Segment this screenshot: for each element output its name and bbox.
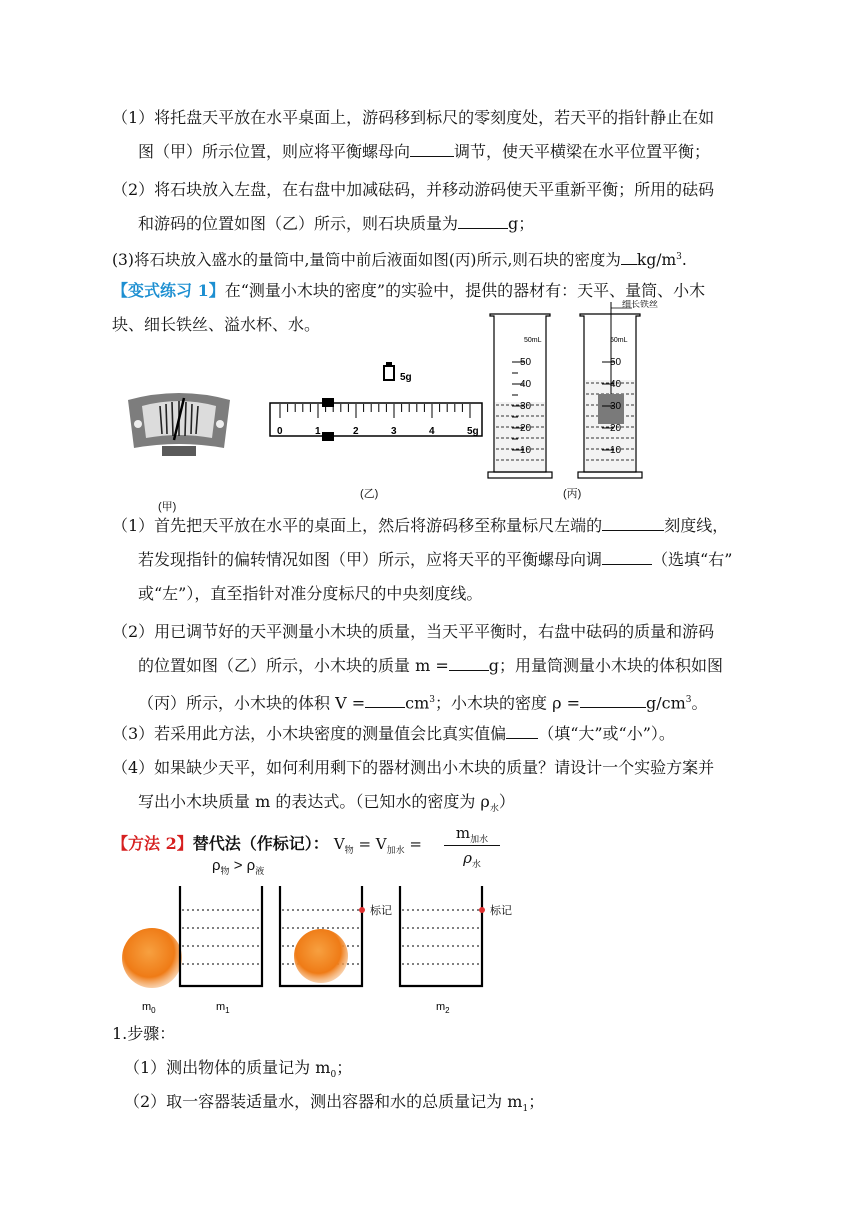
graduated-cylinders-figure xyxy=(480,300,670,488)
var-q2-line-a: （2）用已调节好的天平测量小木块的质量，当天平平衡时，右盘中砝码的质量和游码 xyxy=(112,622,715,641)
container-m1 xyxy=(180,886,262,986)
caption-bing: (丙) xyxy=(563,488,582,500)
method2-tag: 【方法 2】 xyxy=(112,834,193,853)
caption-jia: (甲) xyxy=(158,501,177,513)
var-q1-line-b: 若发现指针的偏转情况如图（甲）所示，应将天平的平衡螺母向调 （选填“右” xyxy=(138,550,733,569)
var-q1-line-c: 或“左”），直至指针对准分度标尺的中央刻度线。 xyxy=(138,584,483,603)
label-m1: $m_1$ xyxy=(216,1001,230,1015)
var-q3-line: （3）若采用此方法，小木块密度的测量值会比真实值偏 （填“大”或“小”）。 xyxy=(112,724,675,743)
container-with-ball xyxy=(280,886,365,986)
ml-label: 50mL xyxy=(524,337,542,344)
variant-intro-a: 【变式练习 1】在“测量小木块的密度”的实验中，提供的器材有：天平、量筒、小木 xyxy=(112,281,706,300)
ex-q2-line-b: 和游码的位置如图（乙）所示，则石块质量为 g； xyxy=(138,214,535,233)
answer-blank[interactable] xyxy=(449,656,489,671)
weight-label: 5g xyxy=(400,372,412,383)
svg-text:10: 10 xyxy=(520,445,532,456)
mark-dot-2 xyxy=(479,907,485,913)
ruler-tick-label: 1 xyxy=(315,426,321,437)
fraction-bar xyxy=(444,845,500,846)
answer-blank[interactable] xyxy=(602,550,652,565)
variant-intro-b: 块、细长铁丝、溢水杯、水。 xyxy=(112,315,321,334)
svg-text:20: 20 xyxy=(520,423,532,434)
rider-scale-figure xyxy=(264,358,488,442)
ball-in-water xyxy=(294,929,348,983)
fraction-denominator: $\rho_水$ xyxy=(463,849,481,870)
ruler-tick-label: 0 xyxy=(277,426,283,437)
answer-blank[interactable] xyxy=(506,724,538,739)
iron-wire-label: 细长铁丝 xyxy=(622,300,659,309)
answer-blank[interactable] xyxy=(410,142,454,157)
ml-label-2: 50mL xyxy=(610,337,628,344)
ex-q1-line-b: 图（甲）所示位置，则应将平衡螺母向 调节，使天平横梁在水平位置平衡； xyxy=(138,142,711,161)
ruler-tick-label: 5g xyxy=(467,426,479,437)
svg-text:10: 10 xyxy=(610,445,622,456)
answer-blank[interactable] xyxy=(621,250,637,265)
answer-blank[interactable] xyxy=(580,693,646,708)
var-q2-line-b: 的位置如图（乙）所示，小木块的质量 m = g；用量筒测量小木块的体积如图 xyxy=(138,656,724,675)
cylinder-after xyxy=(578,300,658,478)
step-2: （2）取一容器装适量水，测出容器和水的总质量记为 $m_1$； xyxy=(124,1092,545,1115)
mark-label-2: 标记 xyxy=(490,905,512,917)
caption-yi: (乙) xyxy=(360,488,379,500)
step-1: （1）测出物体的质量记为 $m_0$； xyxy=(124,1058,353,1081)
container-m2 xyxy=(400,886,485,986)
ruler-tick-label: 3 xyxy=(391,426,397,437)
svg-text:30: 30 xyxy=(610,401,622,412)
ex-q1-line-a: （1）将托盘天平放在水平桌面上，游码移到标尺的零刻度处，若天平的指针静止在如 xyxy=(112,108,715,127)
svg-text:40: 40 xyxy=(610,379,622,390)
svg-text:20: 20 xyxy=(610,423,622,434)
svg-text:50: 50 xyxy=(520,357,532,368)
formula: $V_物 = V_{加水}$ = xyxy=(333,835,422,856)
ruler-tick-label: 2 xyxy=(353,426,359,437)
balance-pointer-figure xyxy=(124,388,234,460)
svg-text:50: 50 xyxy=(610,357,622,368)
var-q4-line-a: （4）如果缺少天平，如何利用剩下的器材测出小木块的质量？请设计一个实验方案并 xyxy=(112,758,715,777)
method2-title: 替代法（作标记）： xyxy=(192,834,329,853)
var-q2-line-c: （丙）所示，小木块的体积 $V = cm^3$；小木块的密度 $\rho = g/cm^3$。 xyxy=(138,693,708,713)
answer-blank[interactable] xyxy=(365,693,405,708)
label-m2: $m_2$ xyxy=(436,1001,450,1015)
steps-heading: 1.步骤： xyxy=(112,1024,176,1043)
var-q4-line-b: 写出小木块质量 m 的表达式。（已知水的密度为 $\rho_水$） xyxy=(138,792,515,815)
density-condition: $\rho_物 > \rho_液$ xyxy=(212,857,265,876)
answer-blank[interactable] xyxy=(458,214,508,229)
mark-label-1: 标记 xyxy=(370,905,392,917)
ex-q2-line-a: （2）将石块放入左盘，在右盘中加减砝码，并移动游码使天平重新平衡；所用的砝码 xyxy=(112,180,715,199)
label-m0: $m_0$ xyxy=(142,1001,156,1015)
variant-tag: 【变式练习 1】 xyxy=(112,281,225,300)
method2-heading xyxy=(112,834,422,861)
svg-text:30: 30 xyxy=(520,401,532,412)
ruler-tick-label: 4 xyxy=(429,426,435,437)
mark-dot-1 xyxy=(359,907,365,913)
ball-m0 xyxy=(122,928,182,988)
svg-text:40: 40 xyxy=(520,379,532,390)
var-q1-line-a: （1）首先把天平放在水平的桌面上，然后将游码移至称量标尺左端的 刻度线， xyxy=(112,516,729,535)
answer-blank[interactable] xyxy=(602,516,664,531)
cylinder-before xyxy=(488,314,552,478)
fraction-numerator: $m_{加水}$ xyxy=(455,824,489,845)
ex-q3-line: (3)将石块放入盛水的量筒中,量筒中前后液面如图(丙)所示,则石块的密度为 $kg/m^3$. xyxy=(112,251,687,270)
substitution-figure xyxy=(112,880,532,1020)
